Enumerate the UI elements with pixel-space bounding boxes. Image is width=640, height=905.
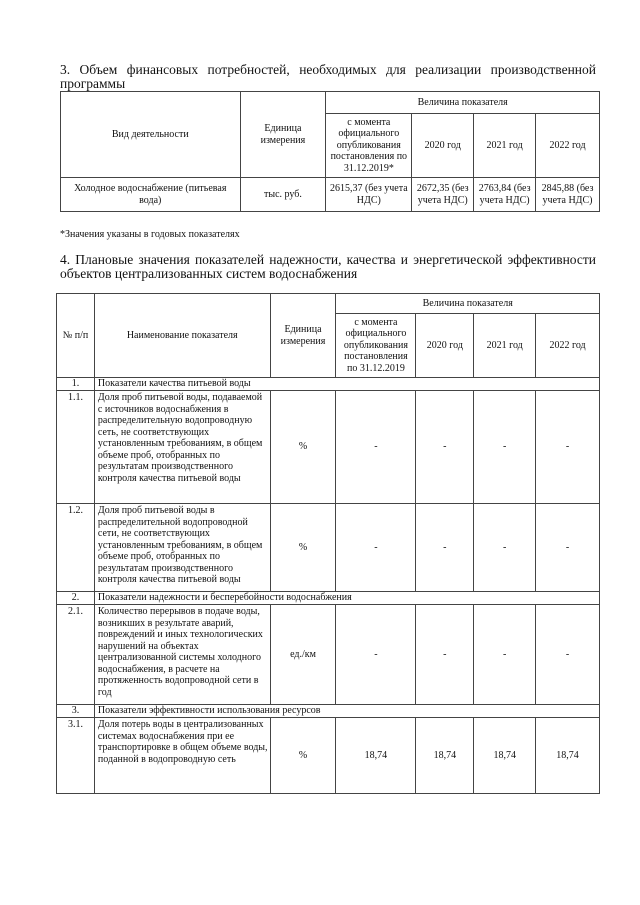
table-row	[61, 178, 600, 212]
row-value-period0: -	[336, 504, 416, 592]
col-2022-header: 2022 год	[536, 114, 600, 178]
row-unit: %	[270, 504, 336, 592]
row-value-period0: 2615,37 (без учета НДС)	[326, 178, 412, 212]
row-value-2021: -	[474, 391, 536, 504]
col-value-group-header: Величина показателя	[336, 294, 600, 314]
indicators-table	[56, 293, 600, 794]
col-2021-header: 2021 год	[474, 114, 536, 178]
col-2021-header: 2021 год	[474, 314, 536, 378]
financial-needs-table	[60, 91, 600, 212]
table-row	[57, 605, 600, 705]
col-activity-header: Вид деятельности	[61, 92, 241, 178]
section-number: 2.	[57, 592, 95, 605]
section-title: Показатели эффективности использования ресурсов	[94, 705, 599, 718]
row-value-2022: 2845,88 (без учета НДС)	[536, 178, 600, 212]
section-row	[57, 592, 600, 605]
col-no-header: № п/п	[57, 294, 95, 378]
section-number: 1.	[57, 378, 95, 391]
col-2020-header: 2020 год	[416, 314, 474, 378]
row-value-2020: -	[416, 391, 474, 504]
row-value-2020: 2672,35 (без учета НДС)	[412, 178, 474, 212]
section-row	[57, 378, 600, 391]
indicator-name: Доля проб питьевой воды в распределительной водопроводной сети, не соответствующих установленным требованиям, в общем объеме проб, отобранных по результатам производственного контроля качества питьевой воды	[94, 504, 270, 592]
row-value-2021: -	[474, 605, 536, 705]
row-value-2022: -	[536, 605, 600, 705]
row-unit: %	[270, 718, 336, 794]
indicator-name: Доля потерь воды в централизованных системах водоснабжения при ее транспортировке в общем объеме воды, поданной в водопроводную сеть	[94, 718, 270, 794]
row-value-period0: -	[336, 605, 416, 705]
section-title: Показатели надежности и бесперебойности водоснабжения	[94, 592, 599, 605]
col-2020-header: 2020 год	[412, 114, 474, 178]
row-number: 2.1.	[57, 605, 95, 705]
row-number: 3.1.	[57, 718, 95, 794]
table-row	[57, 718, 600, 794]
section-number: 3.	[57, 705, 95, 718]
indicator-name: Доля проб питьевой воды, подаваемой с источников водоснабжения в распределительную водопроводную сеть, не соответствующих установленным требованиям, в общем объеме проб, отобранных по результатам производственного контроля качества питьевой воды	[94, 391, 270, 504]
row-value-period0: 18,74	[336, 718, 416, 794]
row-value-2022: -	[536, 504, 600, 592]
row-unit: %	[270, 391, 336, 504]
col-unit-header: Единица измерения	[270, 294, 336, 378]
row-value-2021: 18,74	[474, 718, 536, 794]
footnote: *Значения указаны в годовых показателях	[60, 229, 240, 240]
row-activity: Холодное водоснабжение (питьевая вода)	[61, 178, 241, 212]
table-row	[57, 391, 600, 504]
col-period0-header: с момента официального опубликования постановления по 31.12.2019*	[326, 114, 412, 178]
row-value-2020: 18,74	[416, 718, 474, 794]
section3-title: 3. Объем финансовых потребностей, необходимых для реализации производственной программы	[60, 62, 596, 91]
indicator-name: Количество перерывов в подаче воды, возникших в результате аварий, повреждений и иных технологических нарушений на объектах централизованной системы холодного водоснабжения, в расчете на протяженность водопроводной сети в год	[94, 605, 270, 705]
col-2022-header: 2022 год	[536, 314, 600, 378]
row-number: 1.1.	[57, 391, 95, 504]
col-unit-header: Единица измерения	[240, 92, 326, 178]
col-name-header: Наименование показателя	[94, 294, 270, 378]
row-unit: ед./км	[270, 605, 336, 705]
row-number: 1.2.	[57, 504, 95, 592]
section4-title: 4. Плановые значения показателей надежности, качества и энергетической эффективности объектов централизованных систем водоснабжения	[60, 252, 596, 281]
row-value-2020: -	[416, 605, 474, 705]
row-value-2021: 2763,84 (без учета НДС)	[474, 178, 536, 212]
row-value-2022: 18,74	[536, 718, 600, 794]
row-value-2020: -	[416, 504, 474, 592]
row-unit: тыс. руб.	[240, 178, 326, 212]
row-value-2022: -	[536, 391, 600, 504]
row-value-period0: -	[336, 391, 416, 504]
col-period0-header: с момента официального опубликования постановления по 31.12.2019	[336, 314, 416, 378]
section-row	[57, 705, 600, 718]
table-row	[57, 504, 600, 592]
col-value-group-header: Величина показателя	[326, 92, 600, 114]
section-title: Показатели качества питьевой воды	[94, 378, 599, 391]
row-value-2021: -	[474, 504, 536, 592]
